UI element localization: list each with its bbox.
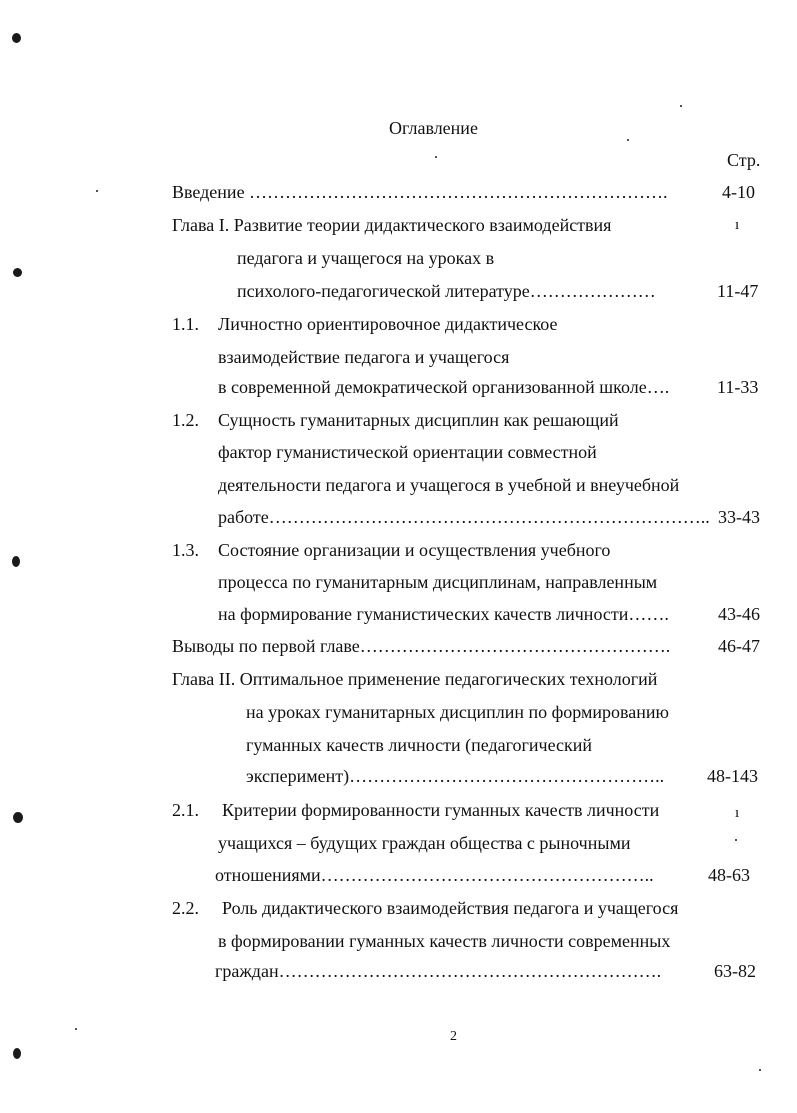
page-number: 2	[450, 1029, 457, 1044]
toc-entry-text: на уроках гуманитарных дисциплин по формированию	[246, 702, 669, 722]
toc-entry-number: 2.2.	[172, 898, 199, 918]
toc-entry-text: фактор гуманистической ориентации совместной	[218, 442, 597, 462]
binding-hole-mark	[12, 556, 20, 567]
toc-entry-text: эксперимент)……………………………………………..	[246, 766, 665, 786]
toc-entry-text: деятельности педагога и учащегося в учебной и внеучебной	[218, 475, 680, 495]
binding-hole-mark	[13, 812, 23, 823]
toc-entry-text: Личностно ориентировочное дидактическое	[218, 314, 558, 334]
page-column-header: Стр.	[727, 150, 761, 170]
toc-entry-number: 1.3.	[172, 540, 199, 560]
toc-entry-pages: 11-47	[717, 281, 759, 301]
scan-speck	[735, 839, 737, 841]
toc-entry-text: Сущность гуманитарных дисциплин как решающий	[218, 410, 619, 430]
scan-speck	[435, 156, 437, 158]
toc-entry-text: Выводы по первой главе…………………………………………….	[172, 636, 671, 656]
scan-speck	[759, 1069, 761, 1071]
toc-entry-number: 2.1.	[172, 800, 199, 820]
toc-entry-text: психолого-педагогической литературе…………………	[237, 281, 656, 301]
scan-speck	[627, 139, 629, 141]
stray-mark: ı	[735, 217, 740, 233]
toc-title: Оглавление	[389, 118, 478, 138]
toc-entry-pages: 46-47	[718, 636, 760, 656]
toc-entry-pages: 63-82	[714, 961, 756, 981]
toc-entry-text: процесса по гуманитарным дисциплинам, направленным	[218, 572, 658, 592]
toc-entry-text: Роль дидактического взаимодействия педагога и учащегося	[222, 898, 679, 918]
scan-speck	[96, 190, 98, 192]
toc-entry-pages: 48-143	[707, 766, 758, 786]
toc-entry-text: Глава I. Развитие теории дидактического взаимодействия	[172, 215, 612, 235]
toc-entry-number: 1.2.	[172, 410, 199, 430]
toc-entry-text: педагога и учащегося на уроках в	[237, 248, 495, 268]
toc-entry-pages: 43-46	[718, 604, 760, 624]
toc-entry-text: Состояние организации и осуществления учебного	[218, 540, 611, 560]
toc-entry-text: взаимодействие педагога и учащегося	[218, 347, 510, 367]
scan-speck	[680, 105, 682, 107]
scan-speck	[75, 1028, 77, 1030]
toc-entry-text: на формирование гуманистических качеств личности…….	[218, 604, 669, 624]
toc-entry-text: граждан……………………………………………………….	[215, 961, 662, 981]
binding-hole-mark	[13, 268, 22, 277]
toc-entry-number: 1.1.	[172, 314, 199, 334]
toc-entry-text: гуманных качеств личности (педагогический	[246, 735, 593, 755]
binding-hole-mark	[12, 33, 21, 43]
toc-entry-text: в современной демократической организованной школе….	[218, 377, 670, 397]
toc-entry-pages: 4-10	[722, 182, 755, 202]
toc-entry-pages: 48-63	[708, 865, 750, 885]
toc-entry-text: Критерии формированности гуманных качеств личности	[222, 800, 660, 820]
toc-entry-text: работе………………………………………………………………..	[218, 507, 710, 527]
toc-entry-text: Глава II. Оптимальное применение педагогических технологий	[172, 669, 658, 689]
toc-entry-text: учащихся – будущих граждан общества с рыночными	[218, 833, 631, 853]
stray-mark: ı	[735, 805, 740, 821]
toc-entry-pages: 33-43	[718, 507, 760, 527]
toc-entry-text: отношениями………………………………………………..	[215, 865, 654, 885]
toc-entry-text: в формировании гуманных качеств личности современных	[218, 931, 671, 951]
toc-entry-pages: 11-33	[717, 377, 759, 397]
toc-entry-text: Введение …………………………………………………………….	[172, 182, 668, 202]
binding-hole-mark	[13, 1048, 21, 1059]
